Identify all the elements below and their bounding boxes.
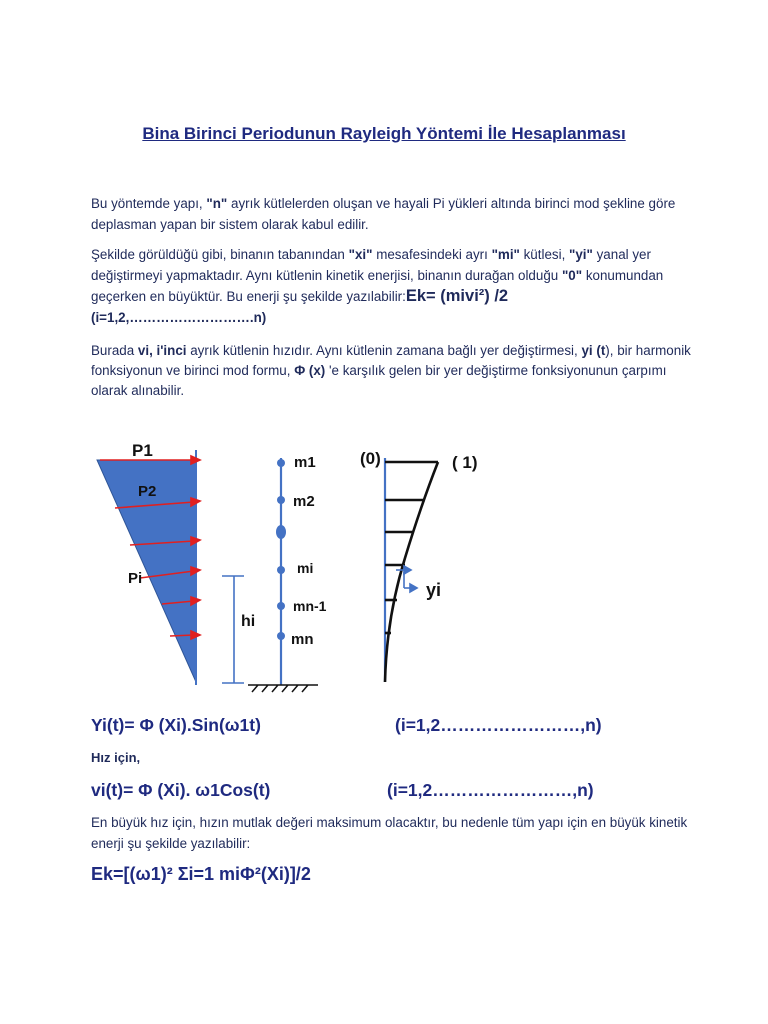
paragraph-intro: Bu yöntemde yapı, "n" ayrık kütlelerden oluşan ve hayali Pi yükleri altında birinci mod şekline göre deplasman yapan bir sistem olarak kabul edilir. [91,196,676,232]
mass-label-mn: mn [291,631,314,648]
page-title: Bina Birinci Periodunun Rayleigh Yöntemi İle Hesaplanması [142,124,626,143]
load-label-p1: P1 [132,441,153,460]
paragraph-max-energy: En büyük hız için, hızın mutlak değeri maksimum olacaktır, bu nedenle tüm yapı için en büyük kinetik enerji şu şekilde yazılabilir: [91,815,688,851]
equation-displacement-range: (i=1,2……………………,n) [395,715,602,735]
mass-label-mi: mi [297,560,314,576]
mode-label-1: ( 1) [452,453,478,472]
paragraph-energy: Şekilde görüldüğü gibi, binanın tabanından "xi" mesafesindeki ayrı "mi" kütlesi, "yi" yanal yer değiştirmeyi yapmaktadır. Aynı kütlenin kinetik enerjisi, binanın durağan olduğu "0" konumundan geçerken en büyüktür. Bu enerji şu şekilde yazılabilir:Ek= (mivi²) /2 (i=1,2,……………………….n) [91,247,664,325]
speed-label: Hız için, [91,750,141,765]
equation-velocity-range: (i=1,2……………………,n) [387,780,594,800]
displacement-label: yi [426,580,442,600]
load-label-pi: Pi [128,570,143,587]
mode-label-0: (0) [360,449,381,468]
mass-label-mn-1: mn-1 [293,598,327,614]
index-range: (i=1,2,……………………….n) [91,310,267,325]
height-label: hi [241,613,256,630]
paragraph-displacement: Burada vi, i'inci ayrık kütlenin hızıdır. Aynı kütlenin zamana bağlı yer değiştirmesi, yi (t), bir harmonik fonksiyonun ve birinci mod formu, Φ (x) 'e karşılık gelen bir yer değiştirme fonksiyonunun çarpımı olarak alınabilir. [91,343,691,398]
mass-label-m2: m2 [293,493,315,510]
mass-label-m1: m1 [294,454,316,471]
load-label-p2: P2 [138,483,157,500]
building-diagram [0,430,768,700]
equation-displacement: Yi(t)= Φ (Xi).Sin(ω1t) [91,715,261,735]
equation-kinetic-energy: Ek=[(ω1)² Σi=1 miΦ²(Xi)]/2 [91,864,311,884]
ground-hatch [248,685,318,692]
kinetic-energy-formula: Ek= (mivi²) /2 [405,287,509,305]
equation-velocity: vi(t)= Φ (Xi). ω1Cos(t) [91,780,271,800]
mode-shape-curve [385,462,438,682]
